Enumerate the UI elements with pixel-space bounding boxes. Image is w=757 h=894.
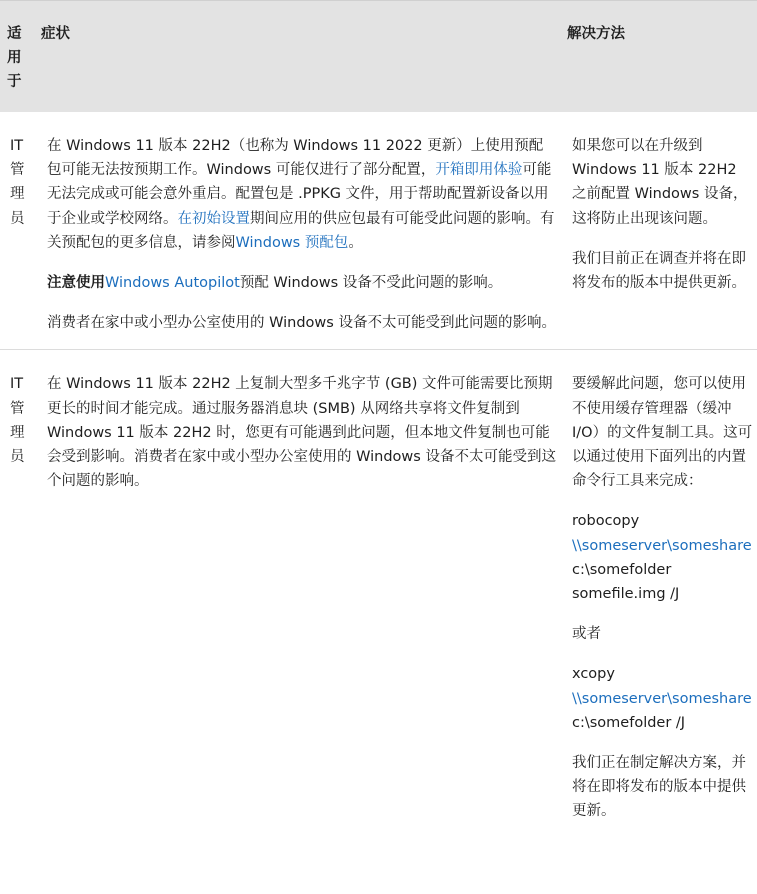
command-line: somefile.img /J	[572, 586, 680, 603]
provisioning-packages-link[interactable]: Windows 预配包	[235, 234, 349, 251]
command-line: xcopy	[572, 666, 615, 683]
applies-to-cell	[0, 112, 36, 350]
xcopy-command	[572, 662, 753, 735]
table-row	[0, 112, 757, 350]
symptom-text: 。	[348, 234, 363, 251]
header-applies-to-char: 于	[7, 74, 22, 90]
note-label: 注意使用	[47, 275, 105, 292]
symptom-paragraph: 在 Windows 11 版本 22H2 上复制大型多千兆字节 (GB) 文件可能需要比预期更长的时间才能完成。通过服务器消息块 (SMB) 从网络共享将文件复制到 Windows 11 版本 22H2 时，您更有可能遇到此问题，但本地文件复制也可能会受到影响。消费者在家中或小型办公室使用的 Windows 设备不太可能受到这个问题的影响。	[47, 376, 556, 490]
applies-to-char: 理	[10, 424, 25, 441]
command-line: c:\somefolder	[572, 561, 672, 578]
or-text: 或者	[572, 626, 601, 643]
note-text: 预配 Windows 设备不受此问题的影响。	[239, 275, 503, 292]
share-path-link[interactable]: \\someserver\someshare	[572, 690, 752, 707]
symptom-text: 在 Windows 11 版本 22H2（也称为 Windows 11 2022 更新）上使用预配包可能无法按预期工作。Windows 可能仅进行了部分配置，	[47, 138, 544, 179]
applies-to-char: 管	[10, 162, 25, 179]
robocopy-command	[572, 509, 753, 606]
header-applies-to-char: 用	[7, 50, 22, 66]
note-paragraph	[47, 271, 557, 295]
symptom-text: 期间应用的供应包最有可能受此问题的影响。有关预配包的更多信息，请参阅	[47, 210, 555, 251]
command-line: c:\somefolder /J	[572, 714, 686, 731]
table-row	[0, 350, 757, 824]
workaround-paragraph: 我们正在制定解决方案，并将在即将发布的版本中提供更新。	[572, 755, 746, 820]
applies-to-char: 员	[10, 449, 25, 466]
consumer-paragraph: 消费者在家中或小型办公室使用的 Windows 设备不太可能受到此问题的影响。	[47, 315, 556, 332]
table-header-row	[0, 1, 757, 113]
symptom-paragraph	[47, 134, 557, 255]
command-line: robocopy	[572, 513, 640, 530]
header-symptom: 症状	[36, 1, 563, 113]
header-applies-to-char: 适	[7, 26, 22, 42]
share-path-link[interactable]: \\someserver\someshare	[572, 537, 752, 554]
applies-to-char: 员	[10, 210, 25, 227]
oobe-link[interactable]: 开箱即用体验	[435, 162, 523, 179]
applies-to-char: 管	[10, 400, 25, 417]
applies-to-char: 理	[10, 186, 25, 203]
header-applies-to	[0, 1, 36, 113]
workaround-paragraph: 如果您可以在升级到 Windows 11 版本 22H2 之前配置 Windows 设备，这将防止出现该问题。	[572, 138, 748, 227]
header-workaround: 解决方法	[563, 1, 757, 113]
initial-setup-link[interactable]: 在初始设置	[177, 210, 250, 227]
workaround-paragraph: 要缓解此问题，您可以使用不使用缓存管理器（缓冲 I/O）的文件复制工具。这可以通过使用下面列出的内置命令行工具来完成：	[572, 376, 753, 490]
applies-to-char: IT	[10, 138, 24, 154]
applies-to-char: IT	[10, 376, 24, 393]
workaround-cell	[563, 350, 757, 824]
symptom-text: 可能无法完成或可能会意外重启。配置包是 .PPKG 文件，用于帮助配置新设备以用于企业或学校网络。	[47, 162, 552, 227]
applies-to-cell	[0, 350, 36, 824]
workaround-paragraph: 我们目前正在调查并将在即将发布的版本中提供更新。	[572, 250, 746, 292]
workaround-cell	[563, 112, 757, 350]
symptom-cell	[36, 112, 563, 350]
symptom-cell	[36, 350, 563, 824]
autopilot-link[interactable]: Windows Autopilot	[105, 275, 240, 292]
